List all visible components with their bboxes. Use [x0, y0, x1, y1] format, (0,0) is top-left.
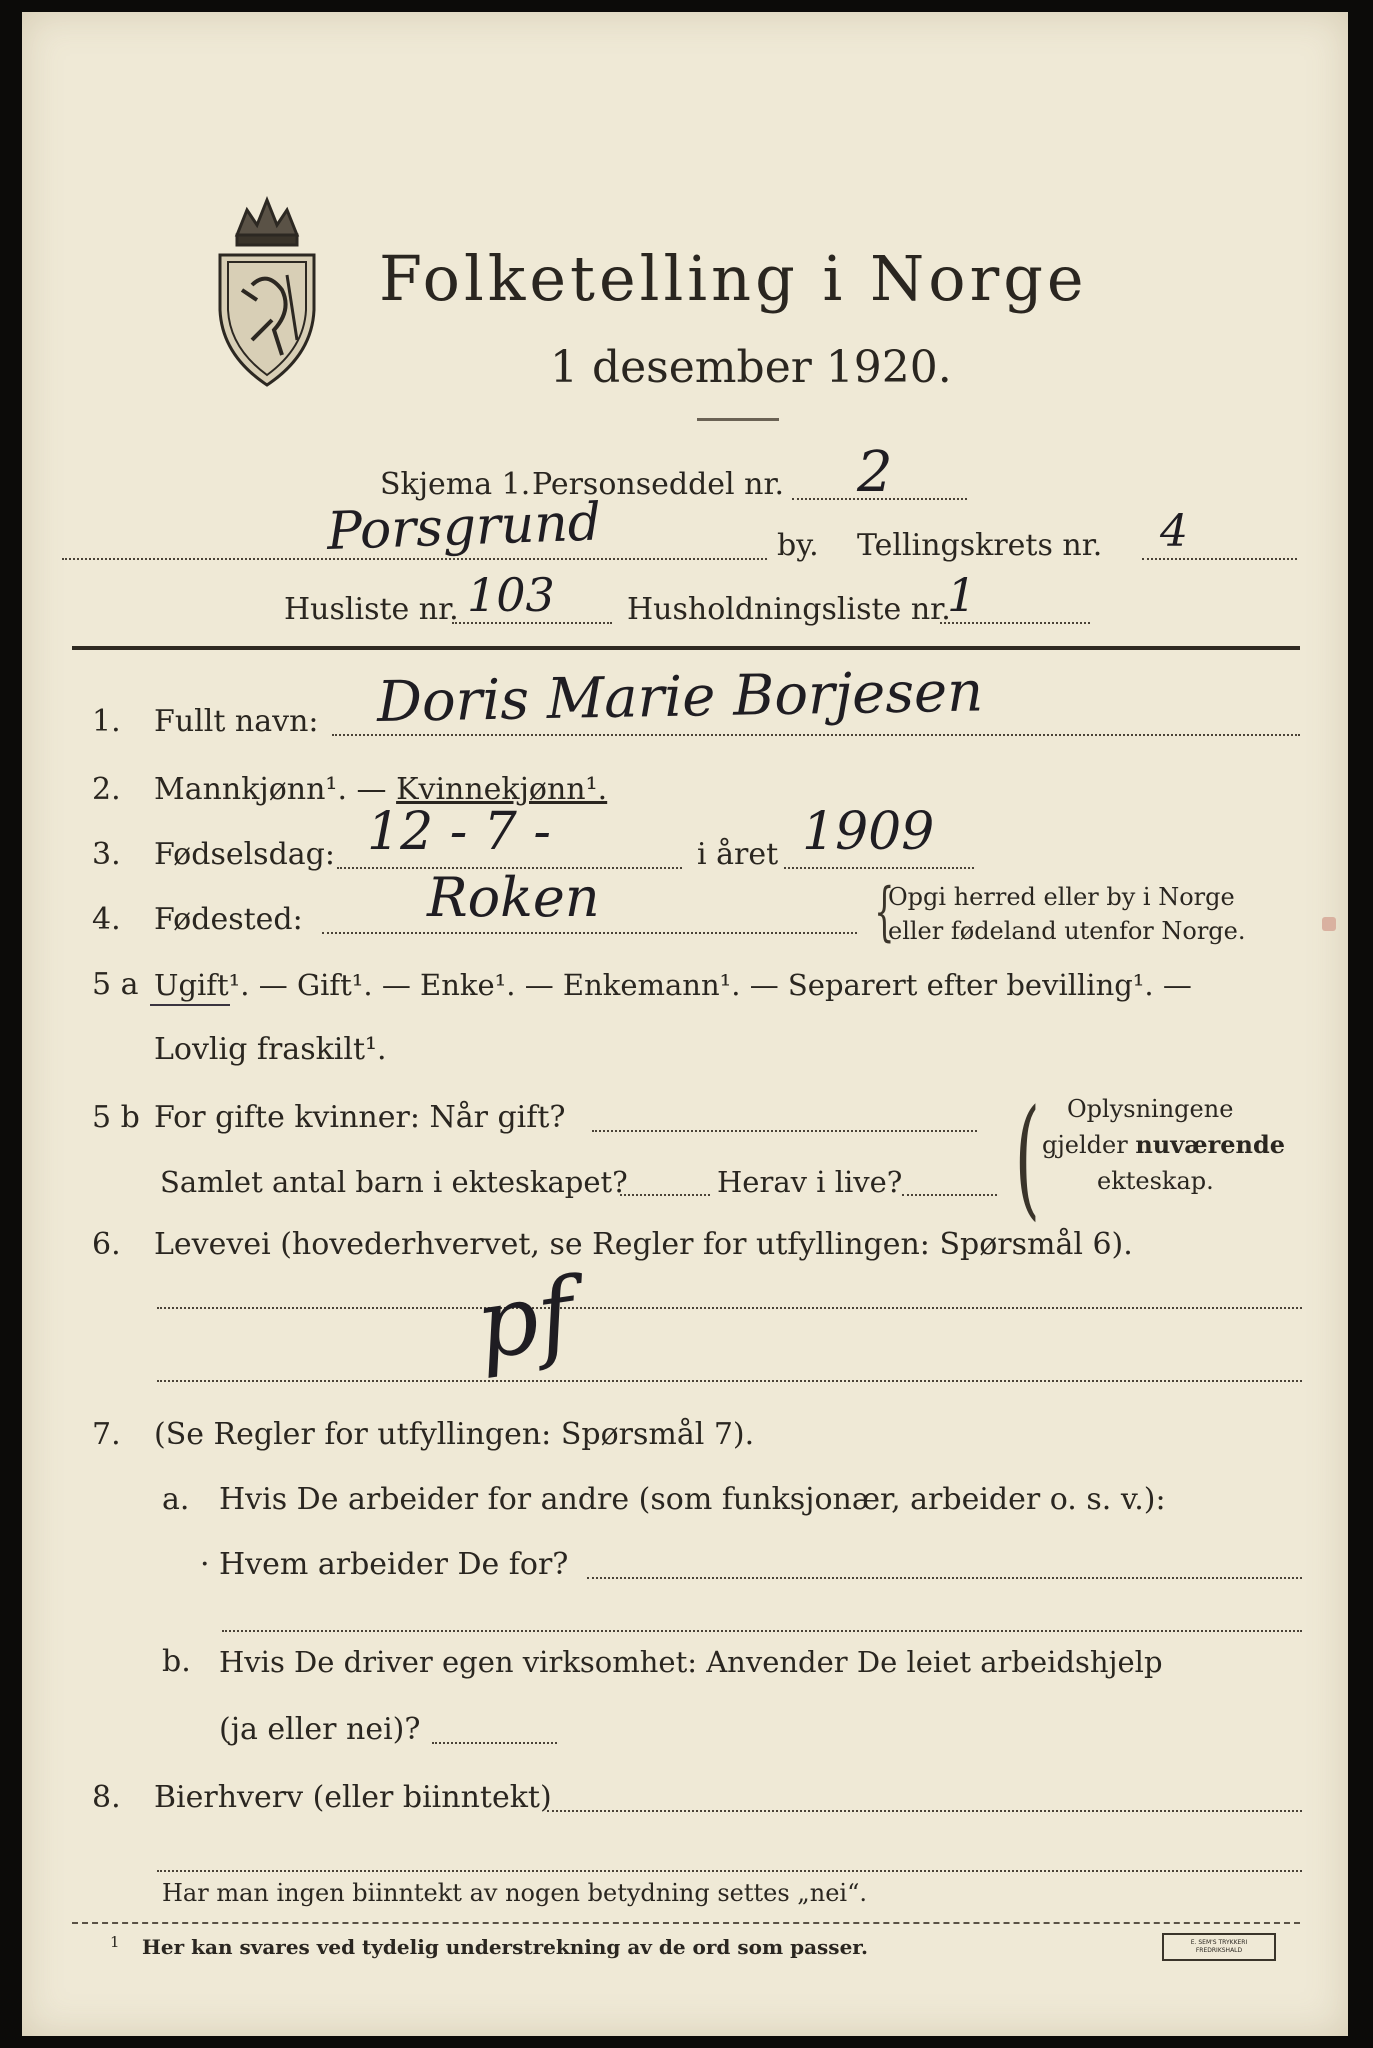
tellingskrets-field[interactable] [1142, 558, 1297, 560]
husholdning-label: Husholdningsliste nr. [627, 592, 951, 627]
paper-mark [1322, 917, 1336, 931]
occupation-field-2[interactable] [157, 1380, 1302, 1382]
side-income-field-1[interactable] [547, 1810, 1302, 1812]
birth-year-field[interactable] [784, 867, 974, 869]
q5a-number: 5 a [92, 967, 139, 1002]
q5b-note-line2: gjelder nuværende [1042, 1130, 1286, 1159]
by-label: by. [777, 528, 819, 563]
schema-label: Skjema 1. [380, 467, 531, 502]
birth-year-value: 1909 [802, 802, 935, 862]
q4-label: Fødested: [154, 902, 303, 937]
census-date: 1 desember 1920. [550, 342, 952, 393]
alive-label: Herav i live? [717, 1165, 903, 1199]
q2-options: Mannkjønn¹. — Kvinnekjønn¹. [154, 772, 608, 807]
q7a-bullet: · [200, 1547, 210, 1582]
q7a-question: Hvem arbeider De for? [219, 1547, 569, 1582]
when-married-label: For gifte kvinner: Når gift? [154, 1100, 566, 1135]
husliste-field[interactable] [452, 622, 612, 624]
employer-field-1[interactable] [587, 1577, 1302, 1579]
civil-status-options[interactable]: Ugift¹. — Gift¹. — Enke¹. — Enkemann¹. — Separert efter bevilling¹. — [154, 968, 1192, 1002]
title-divider [697, 418, 779, 421]
q6-number: 6. [92, 1227, 121, 1262]
form-title: Folketelling i Norge [379, 242, 1088, 315]
q8-label: Bierhverv (eller biinntekt) [154, 1780, 552, 1815]
birthplace-value: Roken [427, 866, 600, 929]
personseddel-label: Personseddel nr. [532, 467, 785, 502]
q7b-question: (ja eller nei)? [219, 1712, 421, 1747]
q5b-number: 5 b [92, 1100, 140, 1135]
q5b-note-line1: Oplysningene [1067, 1095, 1234, 1123]
alive-field[interactable] [902, 1194, 997, 1196]
when-married-field[interactable] [592, 1130, 977, 1132]
civil-status-line2[interactable]: Lovlig fraskilt¹. [154, 1032, 387, 1067]
birthplace-field[interactable] [322, 932, 857, 934]
q7-label: (Se Regler for utfyllingen: Spørsmål 7). [154, 1417, 755, 1452]
full-name-value: Doris Marie Borjesen [376, 659, 984, 735]
husliste-value: 103 [467, 568, 555, 622]
full-name-field[interactable] [332, 734, 1300, 736]
q4-number: 4. [92, 902, 121, 937]
q4-brace: { [874, 875, 895, 949]
q4-note-line2: eller fødeland utenfor Norge. [888, 917, 1246, 945]
birthday-value: 12 - 7 - [367, 802, 551, 862]
q8-note: Har man ingen biinntekt av nogen betydning settes „nei“. [162, 1879, 867, 1907]
husliste-label: Husliste nr. [284, 592, 459, 627]
q7b-text: Hvis De driver egen virksomhet: Anvender De leiet arbeidshjelp [219, 1645, 1163, 1679]
tellingskrets-label: Tellingskrets nr. [857, 528, 1103, 563]
husholdning-value: 1 [947, 568, 977, 622]
q6-label: Levevei (hovederhvervet, se Regler for utfyllingen: Spørsmål 6). [154, 1227, 1133, 1262]
section-divider [72, 646, 1300, 650]
q2-number: 2. [92, 772, 121, 807]
tellingskrets-value: 4 [1160, 506, 1188, 557]
printer-stamp: E. SEM'S TRYKKERI FREDRIKSHALD [1162, 1933, 1276, 1961]
q1-label: Fullt navn: [154, 704, 319, 739]
children-label: Samlet antal barn i ekteskapet? [160, 1165, 628, 1199]
q1-number: 1. [92, 704, 121, 739]
occupation-field-1[interactable] [157, 1307, 1302, 1309]
employer-field-2[interactable] [222, 1630, 1302, 1632]
q3-label: Fødselsdag: [154, 837, 335, 872]
husholdning-field[interactable] [940, 622, 1090, 624]
q7a-text: Hvis De arbeider for andre (som funksjonær, arbeider o. s. v.): [219, 1482, 1166, 1517]
q5b-brace: ( [1014, 1081, 1041, 1233]
q5b-note-line3: ekteskap. [1097, 1167, 1214, 1195]
year-label: i året [697, 837, 779, 872]
city-value: Porsgrund [325, 492, 603, 562]
children-field[interactable] [620, 1194, 710, 1196]
coat-of-arms-icon [212, 190, 322, 390]
footnote-text: Her kan svares ved tydelig understrekning av de ord som passer. [142, 1935, 868, 1959]
q7-number: 7. [92, 1417, 121, 1452]
hired-help-field[interactable] [432, 1742, 557, 1744]
census-form [22, 12, 1348, 2036]
side-income-field-2[interactable] [157, 1870, 1302, 1872]
q8-number: 8. [92, 1780, 121, 1815]
q4-note-line1: Opgi herred eller by i Norge [888, 883, 1235, 911]
kvinne-option[interactable]: Kvinnekjønn¹. [396, 772, 608, 807]
q7b-letter: b. [162, 1644, 191, 1679]
ugift-underline [150, 1004, 230, 1006]
q3-number: 3. [92, 837, 121, 872]
q7a-letter: a. [162, 1482, 190, 1517]
footnote-divider [72, 1922, 1300, 1924]
occupation-value: pf [469, 1257, 581, 1382]
footnote-mark: 1 [110, 1933, 120, 1951]
personseddel-value: 2 [857, 440, 893, 505]
mann-option[interactable]: Mannkjønn¹. [154, 772, 347, 807]
